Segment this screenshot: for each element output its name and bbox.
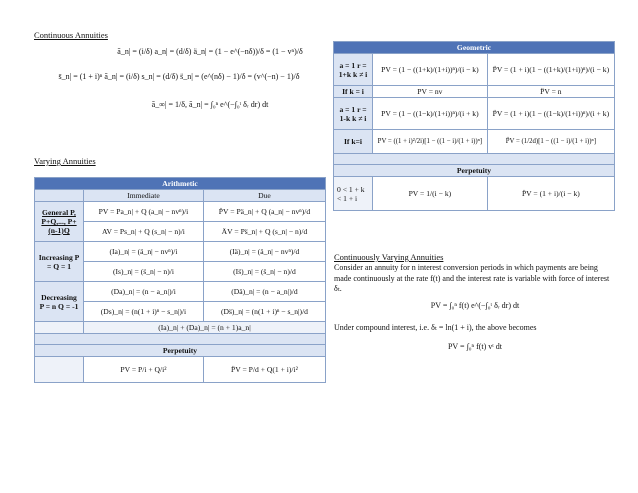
col-immediate: Immediate	[84, 190, 204, 202]
arith-perp-pv-due: P̈V = P/d + Q(1 + i)/i²	[203, 357, 325, 383]
general-av-due: ÄV = Ps̈_n| + Q (s_n| − n)/d	[203, 222, 325, 242]
varying-annuities-title: Varying Annuities	[34, 156, 96, 166]
cont-varying-para2: Under compound interest, i.e. δₜ = ln(1 + i), the above becomes	[334, 323, 537, 332]
general-pv: PV = Pa_n| + Q (a_n| − nvⁿ)/i	[84, 202, 204, 222]
geo-row1-pv: PV = (1 − ((1+k)/(1+i))ⁿ)/(i − k)	[373, 54, 488, 86]
continuous-eq-abar: ā_n| = (i/δ) a_n| = (d/δ) ä_n| = (1 − e^(−nδ))/δ = (1 − vⁿ)/δ	[117, 47, 303, 56]
cont-varying-para1: Consider an annuity for n interest conversion periods in which payments are being made continuously at the rate f(t) and the interest rate is variable with force of interest δₜ.	[334, 263, 610, 293]
geo-perp-pv-due: P̈V = (1 + i)/(i − k)	[487, 177, 614, 211]
cont-varying-title: Continuously Varying Annuities	[334, 252, 444, 262]
inc-ia: (Ia)_n| = (ä_n| − nvⁿ)/i	[84, 242, 204, 262]
geo-row4-label: If k=i	[334, 130, 373, 154]
general-pv-due: P̈V = Pä_n| + Q (a_n| − nvⁿ)/d	[203, 202, 325, 222]
geo-row2-pv-due: P̈V = n	[487, 86, 614, 98]
geo-row3-label: a = 1 r = 1-k k ≠ i	[334, 98, 373, 130]
geometric-table	[333, 41, 615, 211]
dec-da: (Da)_n| = (n − a_n|)/i	[84, 282, 204, 302]
inc-ia-due: (Iä)_n| = (ä_n| − nvⁿ)/d	[203, 242, 325, 262]
increasing-label: Increasing P = Q = 1	[35, 242, 84, 282]
ia-da-identity: (Ia)_n| + (Da)_n| = (n + 1)a_n|	[84, 322, 326, 334]
arithmetic-perpetuity-header: Perpetuity	[35, 345, 326, 357]
inc-is: (Is)_n| = (s̈_n| − n)/i	[84, 262, 204, 282]
arithmetic-header: Arithmetic	[35, 178, 326, 190]
geo-row2-label: If k = i	[334, 86, 373, 98]
inc-is-due: (Is̈)_n| = (s̈_n| − n)/d	[203, 262, 325, 282]
dec-ds: (Ds)_n| = (n(1 + i)ⁿ − s_n|)/i	[84, 302, 204, 322]
geometric-perpetuity-header: Perpetuity	[334, 165, 615, 177]
dec-da-due: (Dä)_n| = (n − a_n|)/d	[203, 282, 325, 302]
continuous-eq-sbar: s̄_n| = (1 + i)ⁿ ā_n| = (i/δ) s_n| = (d/δ) s̈_n| = (e^(nδ) − 1)/δ = (v^(−n) − 1)/δ	[58, 72, 300, 81]
general-label: General P, P+Q,..., P+(n-1)Q	[35, 202, 84, 242]
continuous-annuities-title: Continuous Annuities	[34, 30, 108, 40]
geo-row1-pv-due: P̈V = (1 + i)(1 − ((1+k)/(1+i))ⁿ)/(i − k)	[487, 54, 614, 86]
col-due: Due	[203, 190, 325, 202]
geo-perp-label: 0 < 1 + k < 1 + i	[334, 177, 373, 211]
arithmetic-table	[34, 177, 326, 383]
geo-row2-pv: PV = nv	[373, 86, 488, 98]
geo-row1-label: a = 1 r = 1+k k ≠ i	[334, 54, 373, 86]
cont-varying-eq1: PV = ∫₀ⁿ f(t) e^(−∫₀ᵗ δᵣ dr) dt	[430, 301, 520, 310]
geo-row3-pv-due: P̈V = (1 + i)(1 − ((1−k)/(1+i))ⁿ)/(i + k)	[487, 98, 614, 130]
general-av: AV = Ps_n| + Q (s_n| − n)/i	[84, 222, 204, 242]
geo-row4-pv: PV = ((1 + i)²/2i)[1 − ((1 − i)/(1 + i))ⁿ]	[373, 130, 488, 154]
dec-ds-due: (Ds̈)_n| = (n(1 + i)ⁿ − s_n|)/d	[203, 302, 325, 322]
continuous-eq-perpetuity: ā_∞| = 1/δ, ā_n| = ∫₀ⁿ e^(−∫₀ᵗ δᵣ dr) dt	[151, 100, 269, 109]
geo-row4-pv-due: P̈V = (1/2d)[1 − ((1 − i)/(1 + i))ⁿ]	[487, 130, 614, 154]
geometric-header: Geometric	[334, 42, 615, 54]
cont-varying-eq2: PV = ∫₀ⁿ f(t) vᵗ dt	[447, 342, 503, 351]
geo-row3-pv: PV = (1 − ((1−k)/(1+i))ⁿ)/(i + k)	[373, 98, 488, 130]
decreasing-label: Decreasing P = n Q = -1	[35, 282, 84, 322]
arith-perp-pv: PV = P/i + Q/i²	[84, 357, 204, 383]
geo-perp-pv: PV = 1/(i − k)	[373, 177, 488, 211]
